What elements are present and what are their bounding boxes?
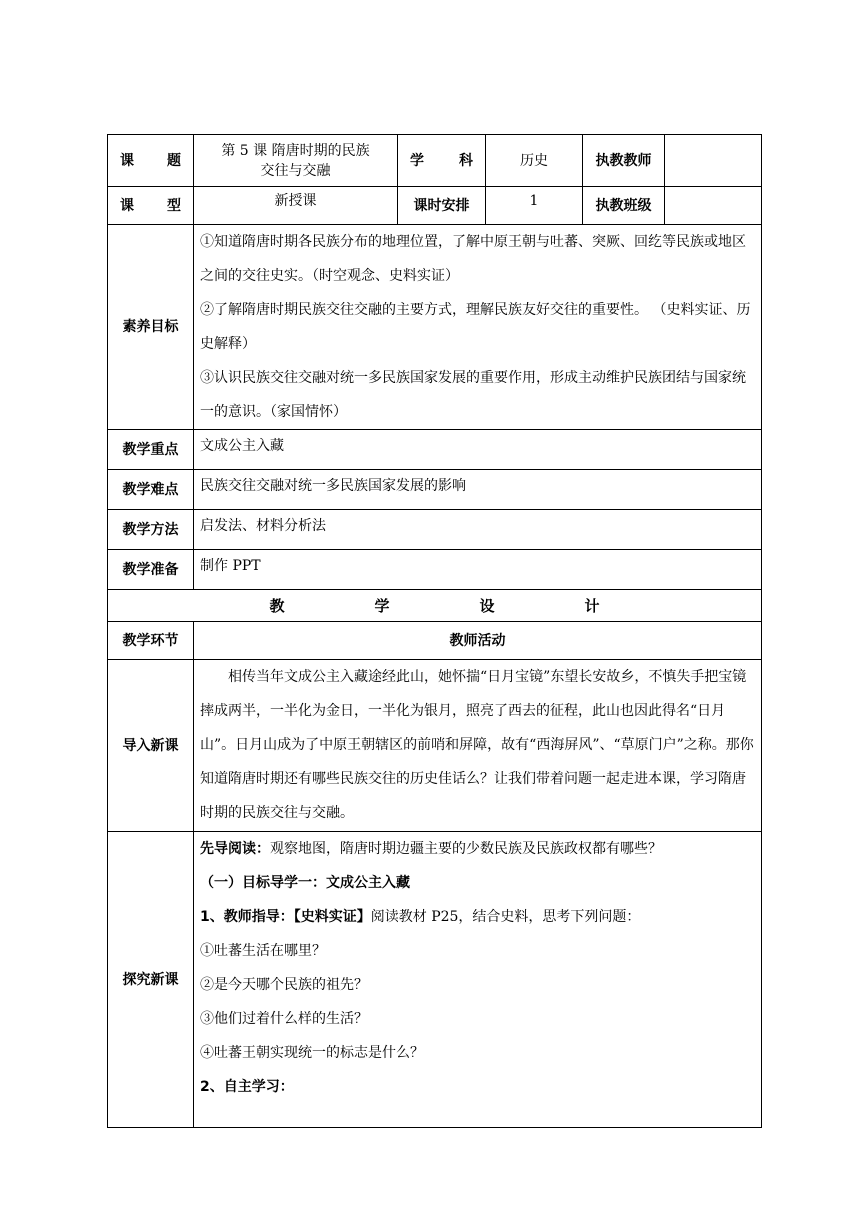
- goals-row: [108, 225, 762, 430]
- prep-row: [108, 550, 762, 590]
- question-item: ④吐蕃王朝实现统一的标志是什么？: [200, 1045, 424, 1061]
- hours-value: 1: [486, 187, 583, 225]
- goal-item: ②了解隋唐时期民族交往交融的主要方式，理解民族友好交往的重要性。 （史料实证、历史解释）: [200, 302, 751, 352]
- difficulty-value: 民族交往交融对统一多民族国家发展的影响: [194, 470, 762, 510]
- header-row-1: [108, 135, 762, 187]
- goal1-heading: （一）目标导学一：文成公主入藏: [200, 875, 410, 891]
- pre-read: 先导阅读：观察地图，隋唐时期边疆主要的少数民族及民族政权都有哪些？: [200, 841, 662, 857]
- explore-row: [108, 832, 762, 1128]
- method-row: [108, 510, 762, 550]
- question-item: ②是今天哪个民族的祖先？: [200, 977, 368, 993]
- header-row-2: [108, 187, 762, 225]
- intro-label: 导入新课: [108, 660, 194, 832]
- type-value: 新授课: [194, 187, 398, 225]
- hours-label: 课时安排: [398, 187, 486, 225]
- goals-content: [194, 225, 762, 430]
- class-value: [665, 187, 762, 225]
- prep-value: 制作 PPT: [194, 550, 762, 590]
- teacher-label: 执教教师: [583, 135, 665, 187]
- goals-label: 素养目标: [108, 225, 194, 430]
- key-point-value: 文成公主入藏: [194, 430, 762, 470]
- key-point-row: [108, 430, 762, 470]
- activity-header: 教师活动: [194, 622, 762, 660]
- self-study-heading: 2、自主学习：: [200, 1079, 294, 1095]
- stage-header: 教学环节: [108, 622, 194, 660]
- goal-item: ③认识民族交往交融对统一多民族国家发展的重要作用，形成主动维护民族团结与国家统一的意识。（家国情怀）: [200, 370, 746, 420]
- question-item: ①吐蕃生活在哪里？: [200, 943, 326, 959]
- explore-label: 探究新课: [108, 832, 194, 1128]
- explore-content: [194, 832, 762, 1128]
- prep-label: 教学准备: [108, 550, 194, 590]
- topic-value: 第 5 课 隋唐时期的民族 交往与交融: [194, 135, 398, 187]
- design-title: 教 学 设 计: [108, 590, 762, 622]
- subject-value: 历史: [486, 135, 583, 187]
- intro-content: [194, 660, 762, 832]
- topic-label: 课 题: [108, 135, 194, 187]
- question-item: ③他们过着什么样的生活？: [200, 1011, 368, 1027]
- subject-label: 学 科: [398, 135, 486, 187]
- teacher-value: [665, 135, 762, 187]
- difficulty-label: 教学难点: [108, 470, 194, 510]
- design-title-row: [108, 590, 762, 622]
- activity-header-row: [108, 622, 762, 660]
- lesson-plan-table: [107, 134, 762, 1128]
- method-value: 启发法、材料分析法: [194, 510, 762, 550]
- goal-item: ①知道隋唐时期各民族分布的地理位置，了解中原王朝与吐蕃、突厥、回纥等民族或地区之间的交往史实。（时空观念、史料实证）: [200, 234, 746, 284]
- class-label: 执教班级: [583, 187, 665, 225]
- difficulty-row: [108, 470, 762, 510]
- type-label: 课 型: [108, 187, 194, 225]
- intro-row: [108, 660, 762, 832]
- intro-text: 相传当年文成公主入藏途经此山，她怀揣“日月宝镜”东望长安故乡，不慎失手把宝镜摔成两半，一半化为金日，一半化为银月，照亮了西去的征程，此山也因此得名“日月山”。日月山成为了中原王朝辖区的前哨和屏障，故有“西海屏风”、“草原门户”之称。那你知道隋唐时期还有哪些民族交往的历史佳话么？让我们带着问题一起走进本课，学习隋唐时期的民族交往与交融。: [200, 669, 754, 821]
- guide-line: 1、教师指导：【史料实证】阅读教材 P25，结合史料，思考下列问题：: [200, 909, 641, 925]
- method-label: 教学方法: [108, 510, 194, 550]
- key-point-label: 教学重点: [108, 430, 194, 470]
